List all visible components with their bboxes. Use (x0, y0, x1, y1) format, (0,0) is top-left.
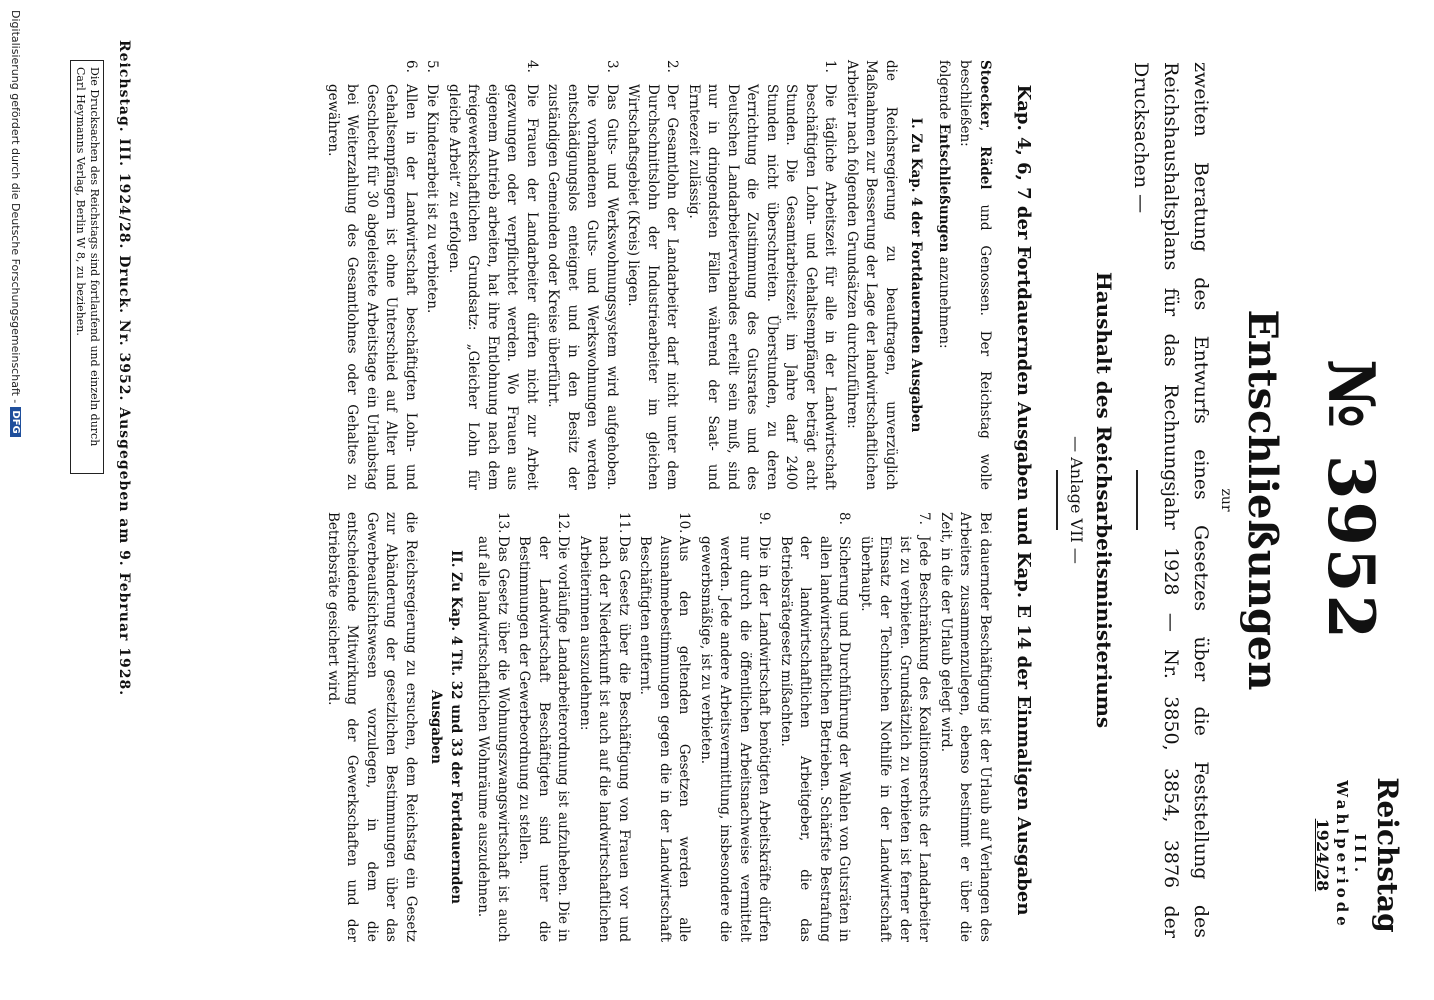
intro-rest: und Genossen. Der Reichstag wolle beschließen: (957, 60, 993, 490)
item-text: Sicherung und Durchführung der Wahlen von Gutsräten in allen landwirtschaftlichen Betrieben. Schärfste Bestrafung der landwirtschaftlichen Arbeitgeber, die das Betriebsrätegesetz mißachten. (778, 536, 853, 942)
document-number: № 3952 (1313, 359, 1388, 641)
document-subject: zweiten Beratung des Entwurfs eines Gesetzes über die Feststellung des Reichshaushaltsplans für das Rechnungsjahr 1928 — Nr. 3850, 3854, 3876 der Drucksachen — (1130, 62, 1212, 938)
item-text: Die tägliche Arbeitszeit für alle in der Landwirtschaft beschäftigten Lohn- und Gehaltsempfänger beträgt acht Stunden. Die Gesamtarbeitszeit im Jahre darf 2400 Stunden nicht überschreiten. Überstunden, zu deren Verrichtung die Zustimmung des Gutsrates und des Deutschen Landarbeiterverbandes erteilt sein muß, sind nur in dringendsten Fällen während der Saat- und Ernteezeit zulässig. (686, 84, 839, 490)
intro-name-2: Rädel (977, 146, 993, 190)
list-item (323, 60, 421, 490)
digitization-credit (9, 10, 22, 990)
item-number: 1. (822, 60, 839, 73)
list-item (856, 512, 934, 942)
reichstag-label: Reichstag (1371, 777, 1404, 933)
item-number: 9. (756, 512, 773, 525)
list-item (514, 512, 573, 942)
right-column (321, 512, 995, 942)
list-item (696, 512, 774, 942)
dfg-logo: DFG (10, 407, 21, 436)
item-text: Das Gesetz über die Wohnungszwangswirtschaft ist auch auf alle landwirtschaftlichen Wohnräume auszudehnen. (475, 536, 511, 942)
list-item (422, 60, 442, 490)
item-text: Aus den geltenden Gesetzen werden alle Ausnahmebestimmungen gegen die in der Landwirtschaft Beschäftigten entfernt. (637, 536, 693, 942)
item-number: 2. (664, 60, 681, 73)
document-title: Entschließungen (1239, 309, 1286, 691)
intro-emphasis: Entschließungen (936, 123, 952, 253)
item-text: Der Gesamtlohn der Landarbeiter darf nicht unter dem Durchschnittslohn der Industriearbeiter im gleichen Wirtschaftsgebiet (Kreis) liegen. (625, 84, 681, 490)
item-number: 12. (555, 512, 572, 534)
section-heading: II. Zu Kap. 4 Tit. 32 und 33 der Fortdauernden Ausgaben (428, 550, 464, 904)
numbered-list (323, 60, 840, 490)
closing-paragraph: die Reichsregierung zu ersuchen, dem Reichstag ein Gesetz zur Abänderung der gesetzlichen Bestimmungen über das Gewerbeaufsichtswesen vorzulegen, in dem die entscheidende Mitwirkung der Gewerkschaften und der Betriebsräte gesichert wird. (325, 512, 419, 942)
item-number: 5. (424, 60, 441, 73)
item-text: Das Gesetz über die Beschäftigung von Frauen vor und nach der Niederkunft ist auch auf die landwirtschaftlichen Arbeiterinnen auszudehnen: (577, 536, 632, 942)
item-text: Allen in der Landwirtschaft beschäftigten Lohn- und Gehaltsempfängern ist ohne Unterschied auf Alter und Geschlecht für 30 abgeleistete Arbeitstage ein Urlaubstag bei Weiterzahlung des Gesamtlohnes oder Gehaltes zu gewähren. (325, 84, 419, 490)
zur-label: zur (1218, 488, 1234, 512)
item-text: Die vorläufige Landarbeiterordnung ist aufzuheben. Die in der Landwirtschaft Beschäftigten sind unter die Bestimmungen der Gewerbeordnung zu stellen. (516, 536, 572, 942)
wahlperiode-label: III. Wahlperiode (1333, 780, 1369, 930)
item-number: 8. (836, 512, 853, 525)
continuation-paragraph: Bei dauernder Beschäftigung ist der Urlaub auf Verlangen des Arbeiters zusammenzulegen, ebenso bestimmt er über die Zeit, in die der Urlaub gelegt wird. (938, 512, 993, 942)
reichstag-header (1313, 760, 1404, 950)
item-number: 3. (604, 60, 620, 73)
lead-paragraph: die Reichsregierung zu beauftragen, unverzüglich Maßnahmen zur Besserung der Lage der landwirtschaftlichen Arbeiter nach folgenden Grundsätzen durchzuführen: (844, 60, 899, 490)
list-item (623, 60, 682, 490)
intro-name: Stoecker (977, 60, 993, 127)
section-heading: I. Zu Kap. 4 der Fortdauernden Ausgaben (908, 117, 925, 433)
item-text: Die Kinderarbeit ist zu verbieten. (424, 84, 441, 314)
footer-note: Die Drucksachen des Reichstags sind fortlaufend und einzeln durch Carl Heymanns Verlag, Berlin W 8, zu beziehen. (70, 60, 104, 474)
item-number: 7. (916, 512, 933, 525)
list-item (543, 60, 621, 490)
intro-line-2 (934, 60, 954, 490)
numbered-list (473, 512, 934, 942)
list-item (684, 60, 840, 490)
divider (1136, 470, 1138, 530)
footer-line: Reichstag. III. 1924/28. Druck. Nr. 3952. Ausgegeben am 9. Februar 1928. (116, 40, 132, 697)
item-number: 13. (495, 512, 511, 534)
credit-text: Digitalisierung gefördert durch die Deutsche Forschungsgemeinschaft - (9, 10, 22, 404)
list-item (444, 60, 542, 490)
item-text: Die in der Landwirtschaft benötigten Arbeitskräfte dürfen nur durch die öffentlichen Arbeitsnachweise vermittelt werden. Jede andere Arbeitsvermittlung, insbesondere die gewerbsmäßige, ist zu verbieten. (698, 536, 773, 942)
item-text: Die Frauen der Landarbeiter dürfen nicht zur Arbeit gezwungen oder verpflichtet werden. Wo Frauen aus eigenem Antrieb arbeiten, hat ihre Entlohnung nach dem freigewerkschaftlichen Grundsatz: „Gleicher Lohn für gleiche Arbeit“ zu erfolgen. (446, 84, 540, 490)
haushalt-heading: Haushalt des Reichsarbeitsministeriums (1092, 271, 1116, 729)
item-text: Jede Beschränkung des Koalitionsrechts der Landarbeiter ist zu verbieten. Grundsätzlich zu verbieten ist ferner der Einsatz der Technischen Nothilfe in der Landwirtschaft überhaupt. (858, 536, 933, 942)
intro-text: anzunehmen: (936, 256, 952, 349)
anlage-label: — Anlage VII — (1067, 436, 1086, 564)
intro-paragraph: Stoecker, Rädel und Genossen. Der Reichstag wolle beschließen: (957, 60, 993, 490)
left-column (321, 60, 995, 490)
item-number: 10. (676, 512, 693, 534)
divider (1056, 470, 1058, 530)
list-item (776, 512, 854, 942)
list-item (575, 512, 634, 942)
intro-text: folgende (936, 60, 952, 120)
period-years: 1924/28 (1313, 818, 1332, 892)
kapitel-heading: Kap. 4, 6, 7 der Fortdauernden Ausgaben und Kap. E 14 der Einmaligen Ausgaben (1013, 84, 1034, 916)
item-number: 11. (616, 512, 632, 534)
item-number: 6. (403, 60, 419, 73)
list-item (473, 512, 512, 942)
item-number: 4. (524, 60, 540, 73)
item-text: Das Guts- und Werkswohnungssystem wird aufgehoben. Die vorhandenen Guts- und Werkswohnungen werden entschädigungslos enteignet und in den Besitz der zuständigen Gemeinden oder Kreise überführt. (545, 84, 620, 490)
list-item (635, 512, 694, 942)
